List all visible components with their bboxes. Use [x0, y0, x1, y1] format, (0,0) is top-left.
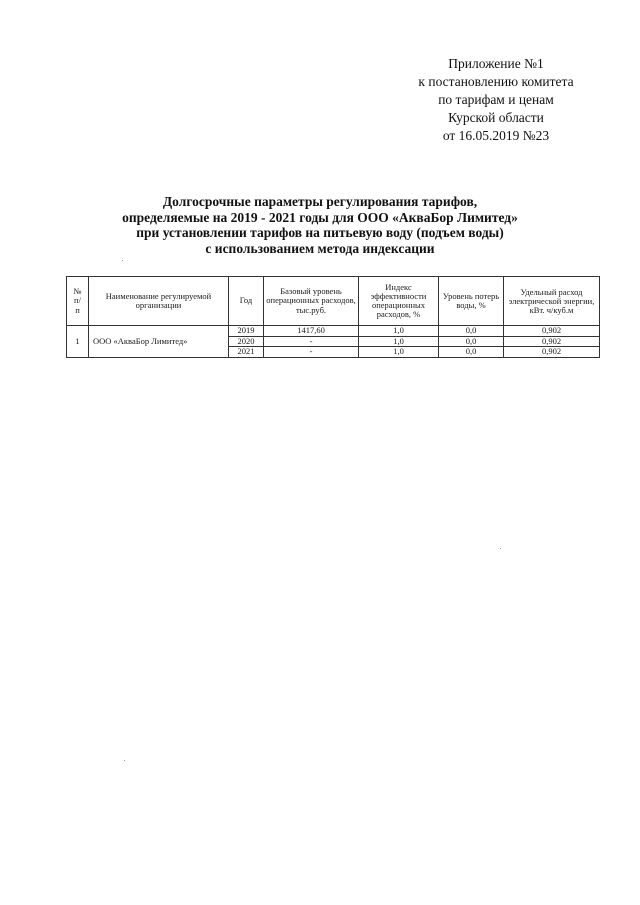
- title-line: при установлении тарифов на питьевую воду (подъем воды): [136, 225, 504, 240]
- loss-cell: 0,0: [439, 347, 504, 358]
- header-water-loss: Уровень потерь воды, %: [439, 277, 504, 326]
- base-cell: -: [264, 336, 359, 347]
- header-org: Наименование регулируемой организации: [89, 277, 229, 326]
- header-year: Год: [229, 277, 264, 326]
- header-number-line: п: [75, 304, 80, 315]
- appendix-line: Приложение №1: [448, 56, 544, 71]
- energy-cell: 0,902: [504, 326, 600, 337]
- document-title: [60, 194, 580, 256]
- index-cell: 1,0: [359, 326, 439, 337]
- appendix-line: Курской области: [448, 110, 544, 125]
- index-cell: 1,0: [359, 336, 439, 347]
- title-line: определяемые на 2019 - 2021 годы для ООО «АкваБор Лимитед»: [122, 209, 518, 225]
- title-line: с использованием метода индексации: [205, 240, 435, 256]
- header-base-expenses: Базовый уровень операционных расходов, тыс.руб.: [264, 277, 359, 326]
- appendix-line: к постановлению комитета: [418, 74, 574, 89]
- year-cell: 2021: [229, 347, 264, 358]
- scan-speck: [124, 760, 125, 761]
- appendix-block: [378, 55, 614, 145]
- index-cell: 1,0: [359, 347, 439, 358]
- base-cell: -: [264, 347, 359, 358]
- header-energy-consumption: Удельный расход электрической энергии, кВт. ч/куб.м: [504, 277, 600, 326]
- scan-speck: [122, 260, 123, 261]
- header-number-line: №: [73, 285, 82, 296]
- title-line: Долгосрочные параметры регулирования тарифов,: [162, 194, 478, 209]
- loss-cell: 0,0: [439, 336, 504, 347]
- appendix-line: от 16.05.2019 №23: [442, 128, 550, 143]
- parameters-table: [66, 276, 600, 358]
- loss-cell: 0,0: [439, 326, 504, 337]
- table-header-row: [67, 277, 600, 326]
- base-cell: 1417,60: [264, 326, 359, 337]
- appendix-line: по тарифам и ценам: [438, 92, 554, 107]
- energy-cell: 0,902: [504, 347, 600, 358]
- energy-cell: 0,902: [504, 336, 600, 347]
- year-cell: 2020: [229, 336, 264, 347]
- scan-speck: [500, 548, 501, 549]
- org-number-cell: 1: [67, 326, 89, 358]
- header-efficiency-index: Индекс эффективности операционных расходов, %: [359, 277, 439, 326]
- header-number: [67, 277, 89, 326]
- org-name-cell: ООО «АкваБор Лимитед»: [89, 326, 229, 358]
- year-cell: 2019: [229, 326, 264, 337]
- header-number-line: п/: [74, 295, 81, 306]
- table-row: [67, 326, 600, 337]
